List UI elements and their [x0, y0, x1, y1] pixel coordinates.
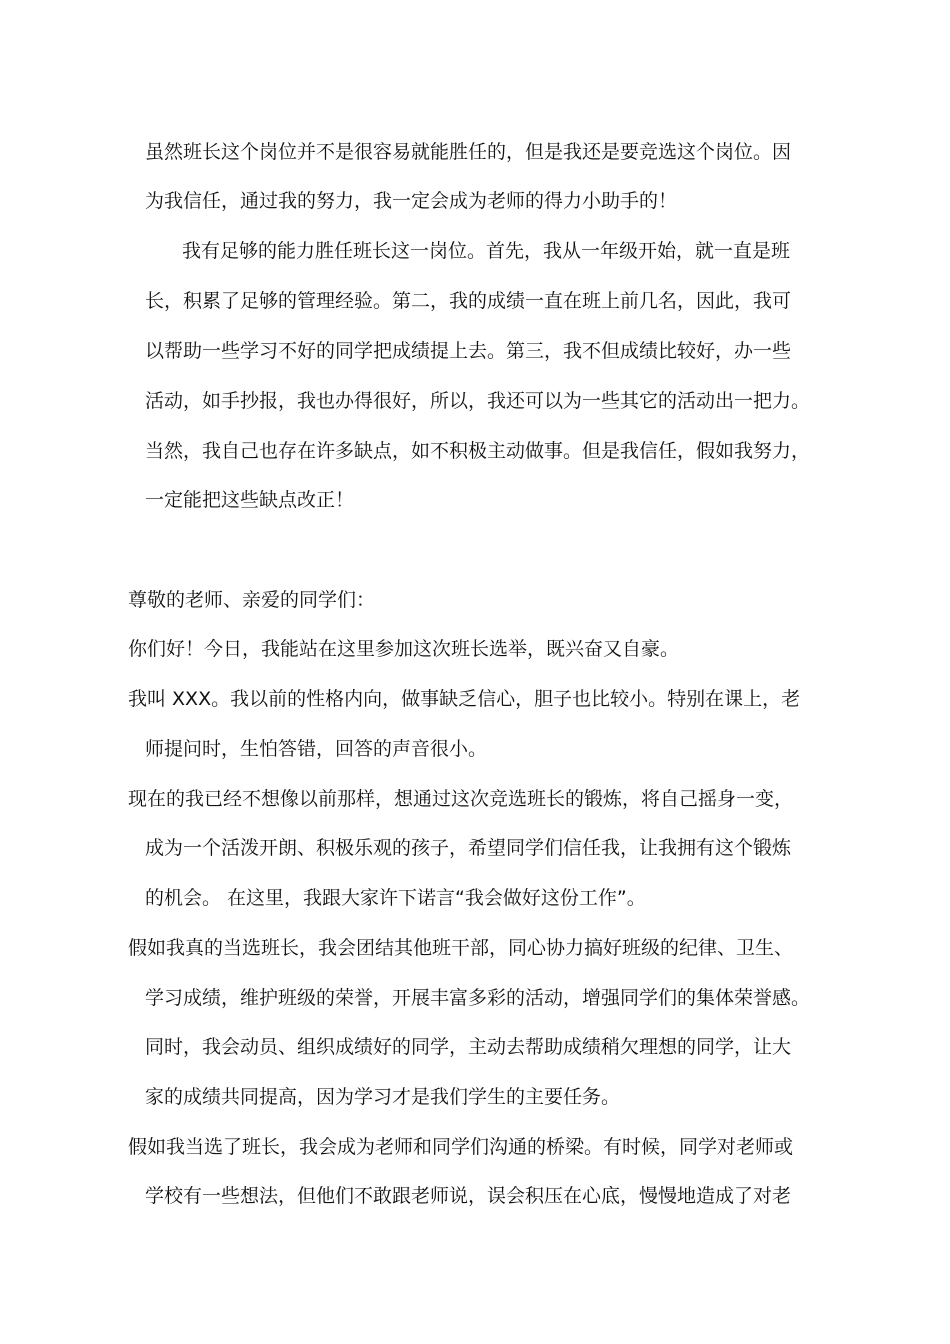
paragraph-line: 虽然班长这个岗位并不是很容易就能胜任的，但是我还是要竞选这个岗位。因: [145, 141, 792, 163]
paragraph-line: 为我信任，通过我的努力，我一定会成为老师的得力小助手的！: [145, 190, 678, 212]
paragraph-line: 现在的我已经不想像以前那样，想通过这次竞选班长的锻炼，将自己摇身一变，: [128, 788, 794, 810]
paragraph-line: 的机会。 在这里，我跟大家许下诺言“我会做好这份工作”。: [145, 887, 646, 909]
paragraph-line: 同时，我会动员、组织成绩好的同学，主动去帮助成绩稍欠理想的同学，让大: [145, 1036, 792, 1058]
paragraph-line: 长，积累了足够的管理经验。第二，我的成绩一直在班上前几名，因此，我可: [145, 290, 792, 312]
paragraph-line: 假如我真的当选班长，我会团结其他班干部，同心协力搞好班级的纪律、卫生、: [128, 937, 794, 959]
paragraph-line: 活动，如手抄报，我也办得很好，所以，我还可以为一些其它的活动出一把力。: [145, 390, 811, 412]
paragraph-line: 一定能把这些缺点改正！: [145, 489, 355, 511]
paragraph-line: 当然，我自己也存在许多缺点，如不积极主动做事。但是我信任，假如我努力，: [145, 440, 811, 462]
paragraph-line: 你们好！今日，我能站在这里参加这次班长选举，既兴奋又自豪。: [128, 638, 680, 660]
salutation: 尊敬的老师、亲爱的同学们：: [128, 589, 376, 611]
paragraph-line: 以帮助一些学习不好的同学把成绩提上去。第三，我不但成绩比较好，办一些: [145, 340, 792, 362]
paragraph-line: 师提问时，生怕答错，回答的声音很小。: [145, 738, 488, 760]
paragraph-line: 假如我当选了班长，我会成为老师和同学们沟通的桥梁。有时候，同学对老师或: [128, 1136, 794, 1158]
paragraph-line: 学校有一些想法，但他们不敢跟老师说，误会积压在心底，慢慢地造成了对老: [145, 1185, 792, 1207]
paragraph-line: 成为一个活泼开朗、积极乐观的孩子，希望同学们信任我，让我拥有这个锻炼: [145, 837, 792, 859]
paragraph-line: 我有足够的能力胜任班长这一岗位。首先，我从一年级开始，就一直是班: [182, 240, 791, 262]
paragraph-line: 家的成绩共同提高，因为学习才是我们学生的主要任务。: [145, 1086, 621, 1108]
paragraph-line: 我叫 XXX。我以前的性格内向，做事缺乏信心，胆子也比较小。特别在课上，老: [128, 688, 801, 710]
paragraph-line: 学习成绩，维护班级的荣誉，开展丰富多彩的活动，增强同学们的集体荣誉感。: [145, 987, 811, 1009]
